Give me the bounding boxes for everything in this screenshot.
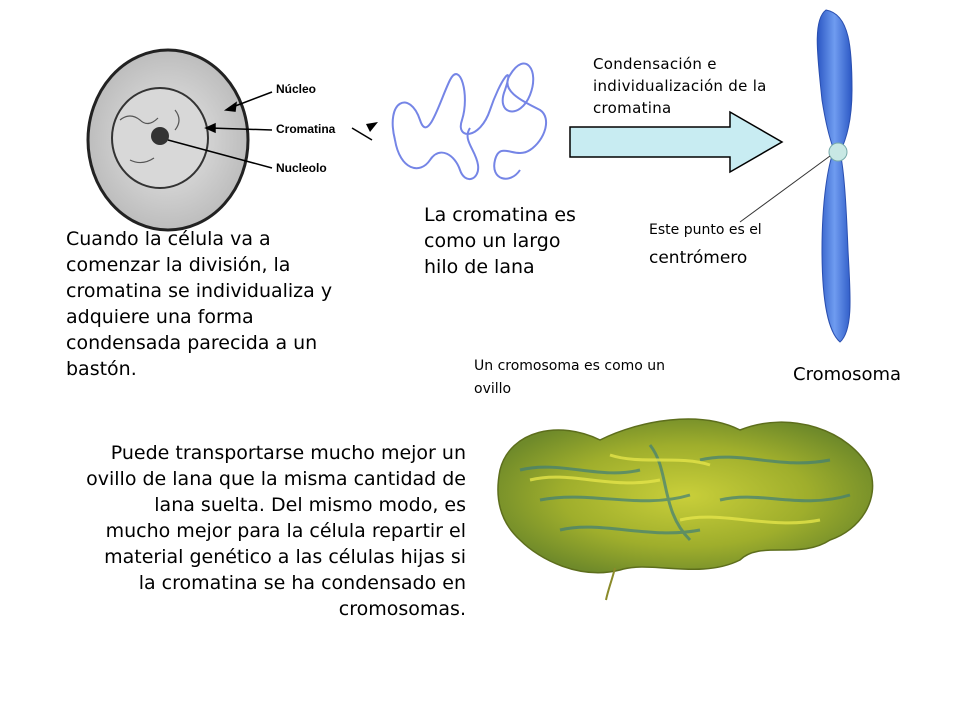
skein-caption: Un cromosoma es como un ovillo: [474, 358, 666, 397]
nucleolus-label: Nucleolo: [276, 161, 327, 175]
centromere-caption-line1: Este punto es el: [649, 222, 762, 238]
nucleus-label: Núcleo: [276, 82, 317, 96]
chromatin-arrow: [352, 122, 378, 140]
yarn-skein-photo: [498, 419, 873, 600]
chromosome-illustration: [817, 10, 852, 342]
thread-caption: La cromatina es como un largo hilo de lana: [424, 204, 576, 278]
condensation-caption: Condensación e individualización de la cromatina: [593, 55, 767, 117]
centromere-caption-line2: centrómero: [649, 248, 748, 268]
transport-caption: Puede transportarse mucho mejor un ovillo de lana que la misma cantidad de lana suelta. Del mismo modo, es mucho mejor para la célula repartir el material genético a las células hijas si la cromatina se ha condensado en cromosomas.: [86, 442, 466, 620]
centromere-pointer-line: [740, 156, 830, 222]
condensation-arrow: [570, 112, 782, 172]
chromatin-thread: [393, 64, 546, 180]
chromosome-caption: Cromosoma: [793, 364, 902, 385]
chromatin-label: Cromatina: [276, 122, 336, 136]
cell-division-caption: Cuando la célula va a comenzar la división, la cromatina se individualiza y adquiere una forma condensada parecida a un bastón.: [66, 228, 333, 380]
